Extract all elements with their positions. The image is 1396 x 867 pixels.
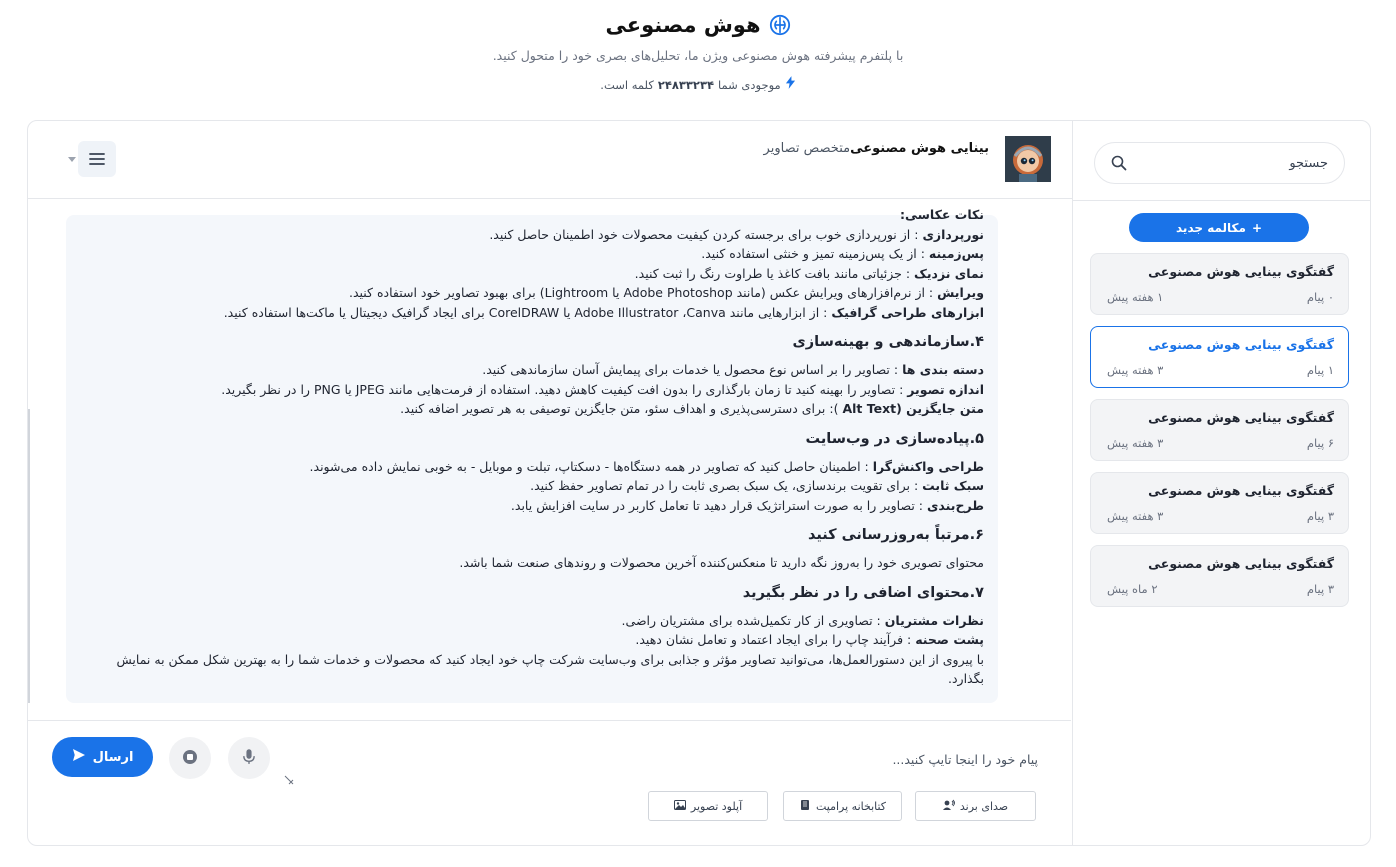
conversation-item[interactable] [1090, 253, 1349, 315]
message-heading: ۴.سازماندهی و بهینه‌سازی [792, 334, 984, 350]
conversation-message-count: ۰ پیام [1306, 290, 1334, 304]
conversation-title: گفتگوی بینایی هوش مصنوعی [1148, 483, 1334, 498]
image-icon [674, 799, 686, 814]
conversation-time: ۳ هفته پیش [1107, 436, 1164, 450]
chat-panel [28, 121, 1073, 845]
conversation-time: ۳ هفته پیش [1107, 363, 1164, 377]
message-line: ویرایش : از نرم‌افزارهای ویرایش عکس (مانند Adobe Photoshop یا Lightroom) برای بهبود تصاویر خود استفاده کنید. [348, 285, 984, 300]
hamburger-menu-icon [89, 152, 105, 166]
conversation-item[interactable] [1090, 545, 1349, 607]
conversation-title: گفتگوی بینایی هوش مصنوعی [1148, 337, 1334, 352]
message-line: متن جایگزین (Alt Text ): برای دسترسی‌پذیری و اهداف سئو، متن جایگزین توصیفی به هر تصویر اضافه کنید. [400, 401, 984, 416]
brand-voice-label: صدای برند [959, 799, 1009, 813]
prompt-library-label: کتابخانه پرامپت [815, 799, 887, 813]
conversation-title: گفتگوی بینایی هوش مصنوعی [1148, 556, 1334, 571]
message-composer [28, 721, 1071, 845]
message-line: محتوای تصویری خود را به‌روز نگه دارید تا منعکس‌کننده آخرین محصولات و روندهای صنعت شما باشد. [459, 555, 984, 570]
conversation-message-count: ۳ پیام [1306, 509, 1334, 523]
avatar [1005, 136, 1051, 182]
message-heading: ۷.محتوای اضافی را در نظر بگیرید [742, 584, 984, 601]
conversation-item-active[interactable] [1090, 326, 1349, 388]
resize-handle-icon[interactable] [284, 770, 294, 780]
bolt-icon [785, 76, 796, 93]
brain-icon [769, 14, 791, 36]
search-icon[interactable] [1111, 155, 1127, 171]
credit-value: ۲۴۸۳۳۲۳۴ [657, 77, 714, 92]
prompt-library-button[interactable] [783, 791, 902, 821]
conversation-list [1090, 253, 1349, 618]
conversation-time: ۲ ماه پیش [1107, 582, 1158, 596]
chat-header [28, 121, 1073, 199]
credit-balance [0, 76, 1396, 93]
stop-button[interactable] [169, 737, 211, 779]
conversation-title: گفتگوی بینایی هوش مصنوعی [1148, 410, 1334, 425]
search-input[interactable] [1127, 156, 1328, 171]
microphone-icon [243, 749, 255, 768]
message-line: ابزارهای طراحی گرافیک : از ابزارهایی مانند Adobe Illustrator ،Canva یا CorelDRAW برای ایجاد گرافیک دیجیتال یا ماکت‌ها استفاده کنید. [223, 304, 984, 320]
scrollbar[interactable] [28, 409, 30, 703]
new-chat-button[interactable] [1129, 213, 1309, 242]
message-line: نمای نزدیک : جزئیاتی مانند بافت کاغذ یا طراوت رنگ را ثبت کنید. [634, 265, 984, 281]
title-row [0, 13, 1396, 37]
microphone-button[interactable] [228, 737, 270, 779]
message-line: دسته بندی ها : تصاویر را بر اساس نوع محصول یا خدمات برای پیمایش آسان سازماندهی کنید. [482, 362, 984, 377]
message-line: سبک ثابت : برای تقویت برندسازی، یک سبک بصری ثابت را در تمام تصاویر حفظ کنید. [530, 478, 984, 493]
message-line: اندازه تصویر : تصاویر را بهینه کنید تا زمان بارگذاری را بدون افت کیفیت کاهش دهید. استفاده از فرمت‌هایی مانند JPEG یا PNG را در نظر بگیرید. [221, 381, 984, 397]
sidebar-top [1072, 121, 1370, 201]
bot-identity [764, 141, 989, 156]
message-line: نظرات مشتریان : تصاویری از کار تکمیل‌شده برای مشتریان راضی. [621, 612, 984, 628]
book-icon [799, 799, 811, 814]
bot-name: بینایی هوش مصنوعی [850, 141, 989, 156]
message-line: طراحی واکنش‌گرا : اطمینان حاصل کنید که تصاویر در همه دستگاه‌ها - دسکتاپ، تبلت و موبایل - به خوبی نمایش داده می‌شوند. [309, 458, 984, 474]
conversation-item[interactable] [1090, 399, 1349, 461]
conversation-time: ۱ هفته پیش [1107, 290, 1164, 304]
conversation-sidebar [1072, 121, 1370, 845]
conversation-message-count: ۱ پیام [1306, 363, 1334, 377]
upload-image-button[interactable] [648, 791, 768, 821]
menu-button[interactable] [78, 141, 116, 177]
page-title: هوش مصنوعی [605, 13, 761, 37]
message-line: با پیروی از این دستورالعمل‌ها، می‌توانید تصاویر مؤثر و جذابی برای وب‌سایت شرکت چاپ خود ایجاد کنید که محصولات و خدمات شما را به بهترین شکل ممکن به نمایش بگذارد. [116, 651, 984, 686]
stop-icon [182, 749, 198, 768]
new-chat-label: مکالمه جدید [1176, 220, 1246, 235]
conversation-time: ۳ هفته پیش [1107, 509, 1164, 523]
message-line: نورپردازی : از نورپردازی خوب برای برجسته کردن کیفیت محصولات خود اطمینان حاصل کنید. [489, 226, 984, 242]
send-button[interactable] [52, 737, 153, 777]
send-label: ارسال [92, 749, 134, 765]
conversation-message-count: ۳ پیام [1306, 582, 1334, 596]
brand-voice-button[interactable] [915, 791, 1036, 821]
upload-image-label: آپلود تصویر [690, 799, 743, 813]
message-line: نکات عکاسی: [899, 207, 984, 222]
app-container [27, 120, 1371, 846]
credit-prefix: موجودی شما [717, 77, 781, 92]
search-box[interactable] [1094, 142, 1345, 184]
conversation-item[interactable] [1090, 472, 1349, 534]
page-subtitle: با پلتفرم پیشرفته هوش مصنوعی ویژن ما، تحلیل‌های بصری خود را متحول کنید. [492, 48, 904, 63]
caret-down-icon[interactable] [68, 157, 76, 162]
paper-plane-icon [72, 749, 86, 765]
message-line: پس‌زمینه : از یک پس‌زمینه تمیز و خنثی استفاده کنید. [701, 246, 984, 261]
people-voice-icon [943, 799, 955, 814]
conversation-message-count: ۶ پیام [1306, 436, 1334, 450]
assistant-message [66, 207, 998, 703]
message-line: پشت صحنه : فرآیند چاپ را برای ایجاد اعتماد و تعامل نشان دهید. [635, 632, 984, 647]
message-list[interactable] [28, 199, 1071, 721]
credit-suffix: کلمه است. [600, 77, 654, 92]
page-header [0, 0, 1396, 110]
message-heading: ۵.پیاده‌سازی در وب‌سایت [805, 430, 984, 447]
conversation-title: گفتگوی بینایی هوش مصنوعی [1148, 264, 1334, 279]
bot-role: متخصص تصاویر [763, 141, 851, 156]
message-input[interactable] [288, 741, 1038, 777]
message-line: طرح‌بندی : تصاویر را به صورت استراتژیک قرار دهید تا تعامل کاربر در سایت افزایش یابد. [510, 497, 984, 513]
plus-icon: + [1251, 220, 1262, 235]
message-heading: ۶.مرتباً به‌روزرسانی کنید [807, 527, 984, 543]
